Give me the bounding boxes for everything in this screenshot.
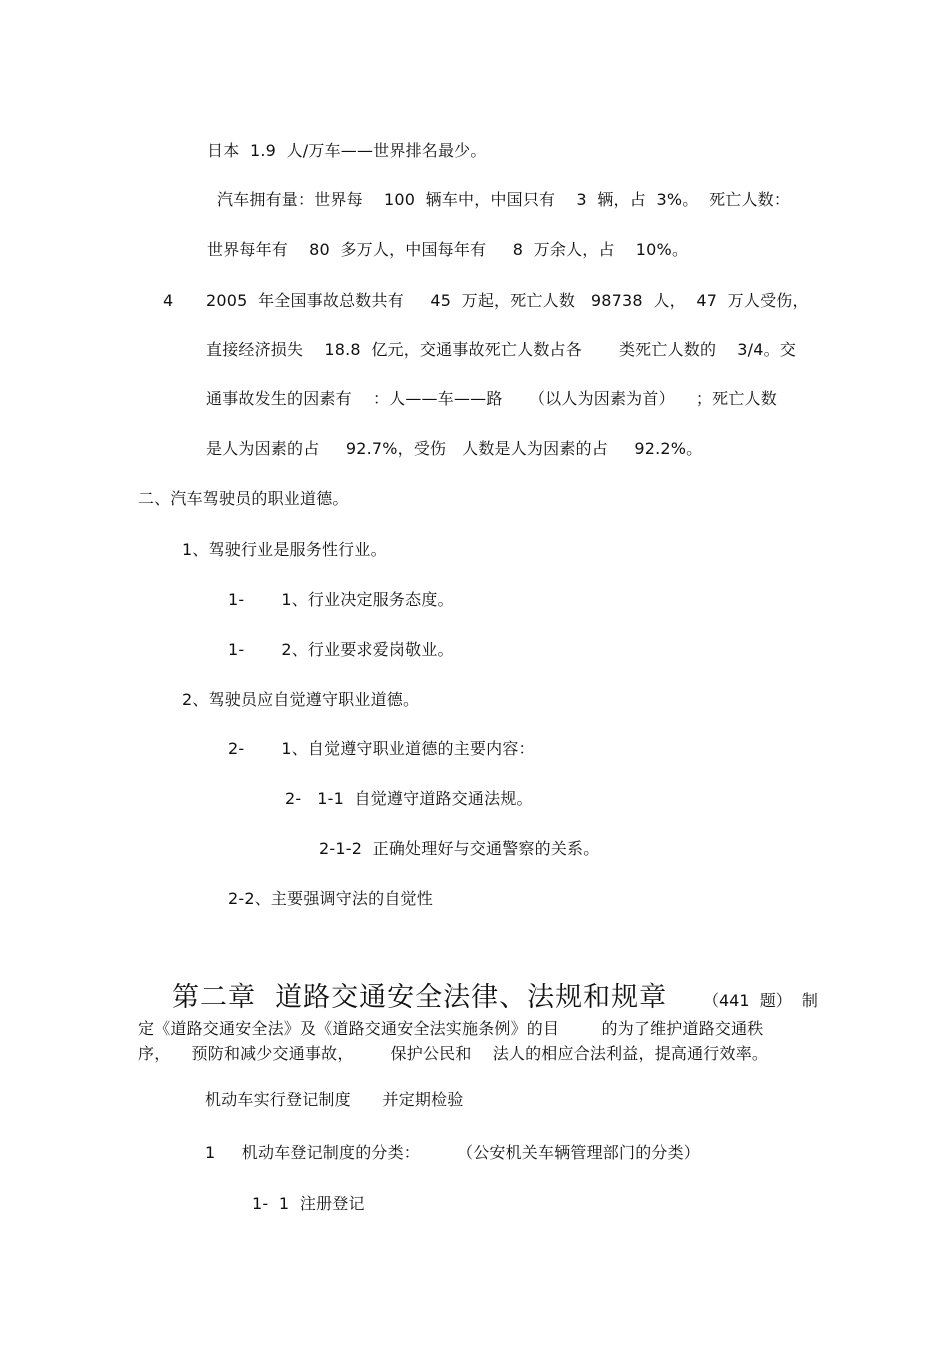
- text-line: 汽车拥有量：世界每 100 辆车中，中国只有 3 辆，占 3%。 死亡人数：: [217, 190, 791, 209]
- list-number: 4: [163, 291, 174, 310]
- list-item: 1- 1、行业决定服务态度。: [228, 590, 454, 609]
- subsection-heading: 1、驾驶行业是服务性行业。: [182, 540, 387, 559]
- list-item: 2-2、主要强调守法的自觉性: [228, 889, 433, 908]
- text-line: 是人为因素的占 92.7%，受伤 人数是人为因素的占 92.2%。: [206, 439, 703, 458]
- text-line: 世界每年有 80 多万人，中国每年有 8 万余人，占 10%。: [207, 240, 689, 259]
- list-item: 1- 2、行业要求爱岗敬业。: [228, 640, 454, 659]
- subsection-heading: 2、驾驶员应自觉遵守职业道德。: [182, 690, 420, 709]
- list-item: 1 机动车登记制度的分类： （公安机关车辆管理部门的分类）: [205, 1143, 701, 1162]
- list-item: 2-1-2 正确处理好与交通警察的关系。: [319, 839, 600, 858]
- chapter-title-tail: （441 题） 制: [703, 991, 818, 1010]
- text-line: 定《道路交通安全法》及《道路交通安全法实施条例》的目 的为了维护道路交通秩: [138, 1019, 764, 1038]
- text-line: 直接经济损失 18.8 亿元，交通事故死亡人数占各 类死亡人数的 3/4。交: [206, 340, 797, 359]
- list-item: 2- 1、自觉遵守职业道德的主要内容：: [228, 739, 535, 758]
- list-item: 2- 1-1 自觉遵守道路交通法规。: [285, 789, 533, 808]
- chapter-title: 第二章 道路交通安全法律、法规和规章: [172, 982, 668, 1013]
- text-line: 序， 预防和减少交通事故， 保护公民和 法人的相应合法利益，提高通行效率。: [138, 1044, 769, 1063]
- text-line: 通事故发生的因素有 ：人——车——路 （以人为因素为首） ；死亡人数: [206, 389, 777, 408]
- text-line: 2005 年全国事故总数共有 45 万起，死亡人数 98738 人， 47 万人受伤，: [206, 291, 809, 310]
- text-line: 日本 1.9 人/万车——世界排名最少。: [207, 141, 487, 160]
- list-item: 1- 1 注册登记: [252, 1194, 365, 1213]
- text-line: 机动车实行登记制度 并定期检验: [205, 1090, 464, 1109]
- section-heading: 二、汽车驾驶员的职业道德。: [138, 489, 349, 508]
